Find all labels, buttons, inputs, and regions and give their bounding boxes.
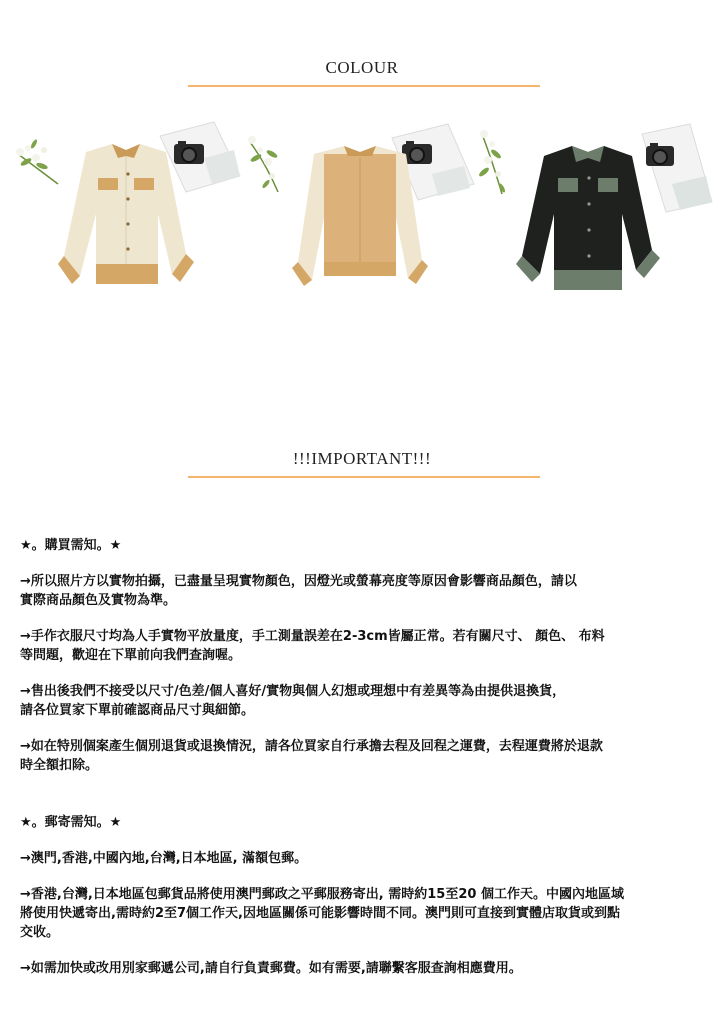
shipping-notice-heading: ★。郵寄需知。★ xyxy=(20,815,122,830)
purchase-notice-line: →手作衣服尺寸均為人手實物平放量度，手工測量誤差在2-3cm皆屬正常。若有關尺寸、 顏色、 布料 xyxy=(20,629,605,644)
shipping-notice-line: →如需加快或改用別家郵遞公司,請自行負責郵費。如有需要,請聯繫客服查詢相應費用。 xyxy=(20,961,522,976)
purchase-notice-line: 時全額扣除。 xyxy=(20,758,99,773)
purchase-notice-line: 實際商品顏色及實物為準。 xyxy=(20,593,177,608)
notice-text-block xyxy=(20,536,710,978)
camera-icon xyxy=(646,143,674,166)
important-divider xyxy=(188,476,540,478)
purchase-notice-line: 請各位買家下單前確認商品尺寸與細節。 xyxy=(20,703,255,718)
shipping-notice-line: →澳門,香港,中國內地,台灣,日本地區, 滿額包郵。 xyxy=(20,851,308,866)
shipping-notice-line: 將使用快遞寄出,需時約2至7個工作天,因地區關係可能影響時間不同。澳門則可直接到實體店取貨或到點 xyxy=(20,906,620,921)
purchase-notice-line: 等問題，歡迎在下單前向我們查詢喔。 xyxy=(20,648,242,663)
important-section-title: !!!IMPORTANT!!! xyxy=(292,449,432,468)
colour-section-title: COLOUR xyxy=(325,58,399,77)
product-photo-black-jacket xyxy=(476,114,716,314)
shipping-notice-line: →香港,台灣,日本地區包郵貨品將使用澳門郵政之平郵服務寄出, 需時約15至20 個工作天。中國內地區域 xyxy=(20,887,624,902)
flower-decoration-icon xyxy=(16,139,58,184)
purchase-notice-line: →如在特別個案產生個別退貨或退換情況，請各位買家自行承擔去程及回程之運費，去程運費將於退款 xyxy=(20,739,603,754)
flower-decoration-icon xyxy=(248,136,278,192)
purchase-notice-line: →所以照片方以實物拍攝，已盡量呈現實物顏色，因燈光或螢幕亮度等原因會影響商品顏色，請以 xyxy=(20,574,577,589)
camera-icon xyxy=(174,141,204,164)
colour-divider xyxy=(188,85,540,87)
product-photo-cream-jacket xyxy=(8,114,244,314)
product-photo-row xyxy=(0,114,724,314)
product-photo-tan-jacket xyxy=(242,114,478,314)
flower-decoration-icon xyxy=(478,130,506,194)
purchase-notice-line: →售出後我們不接受以尺寸/色差/個人喜好/實物與個人幻想或理想中有差異等為由提供退換貨， xyxy=(20,684,566,699)
purchase-notice-heading: ★。購買需知。★ xyxy=(20,538,122,553)
jacket-icon xyxy=(292,146,428,286)
jacket-icon xyxy=(516,146,660,290)
shipping-notice-line: 交收。 xyxy=(20,925,60,940)
